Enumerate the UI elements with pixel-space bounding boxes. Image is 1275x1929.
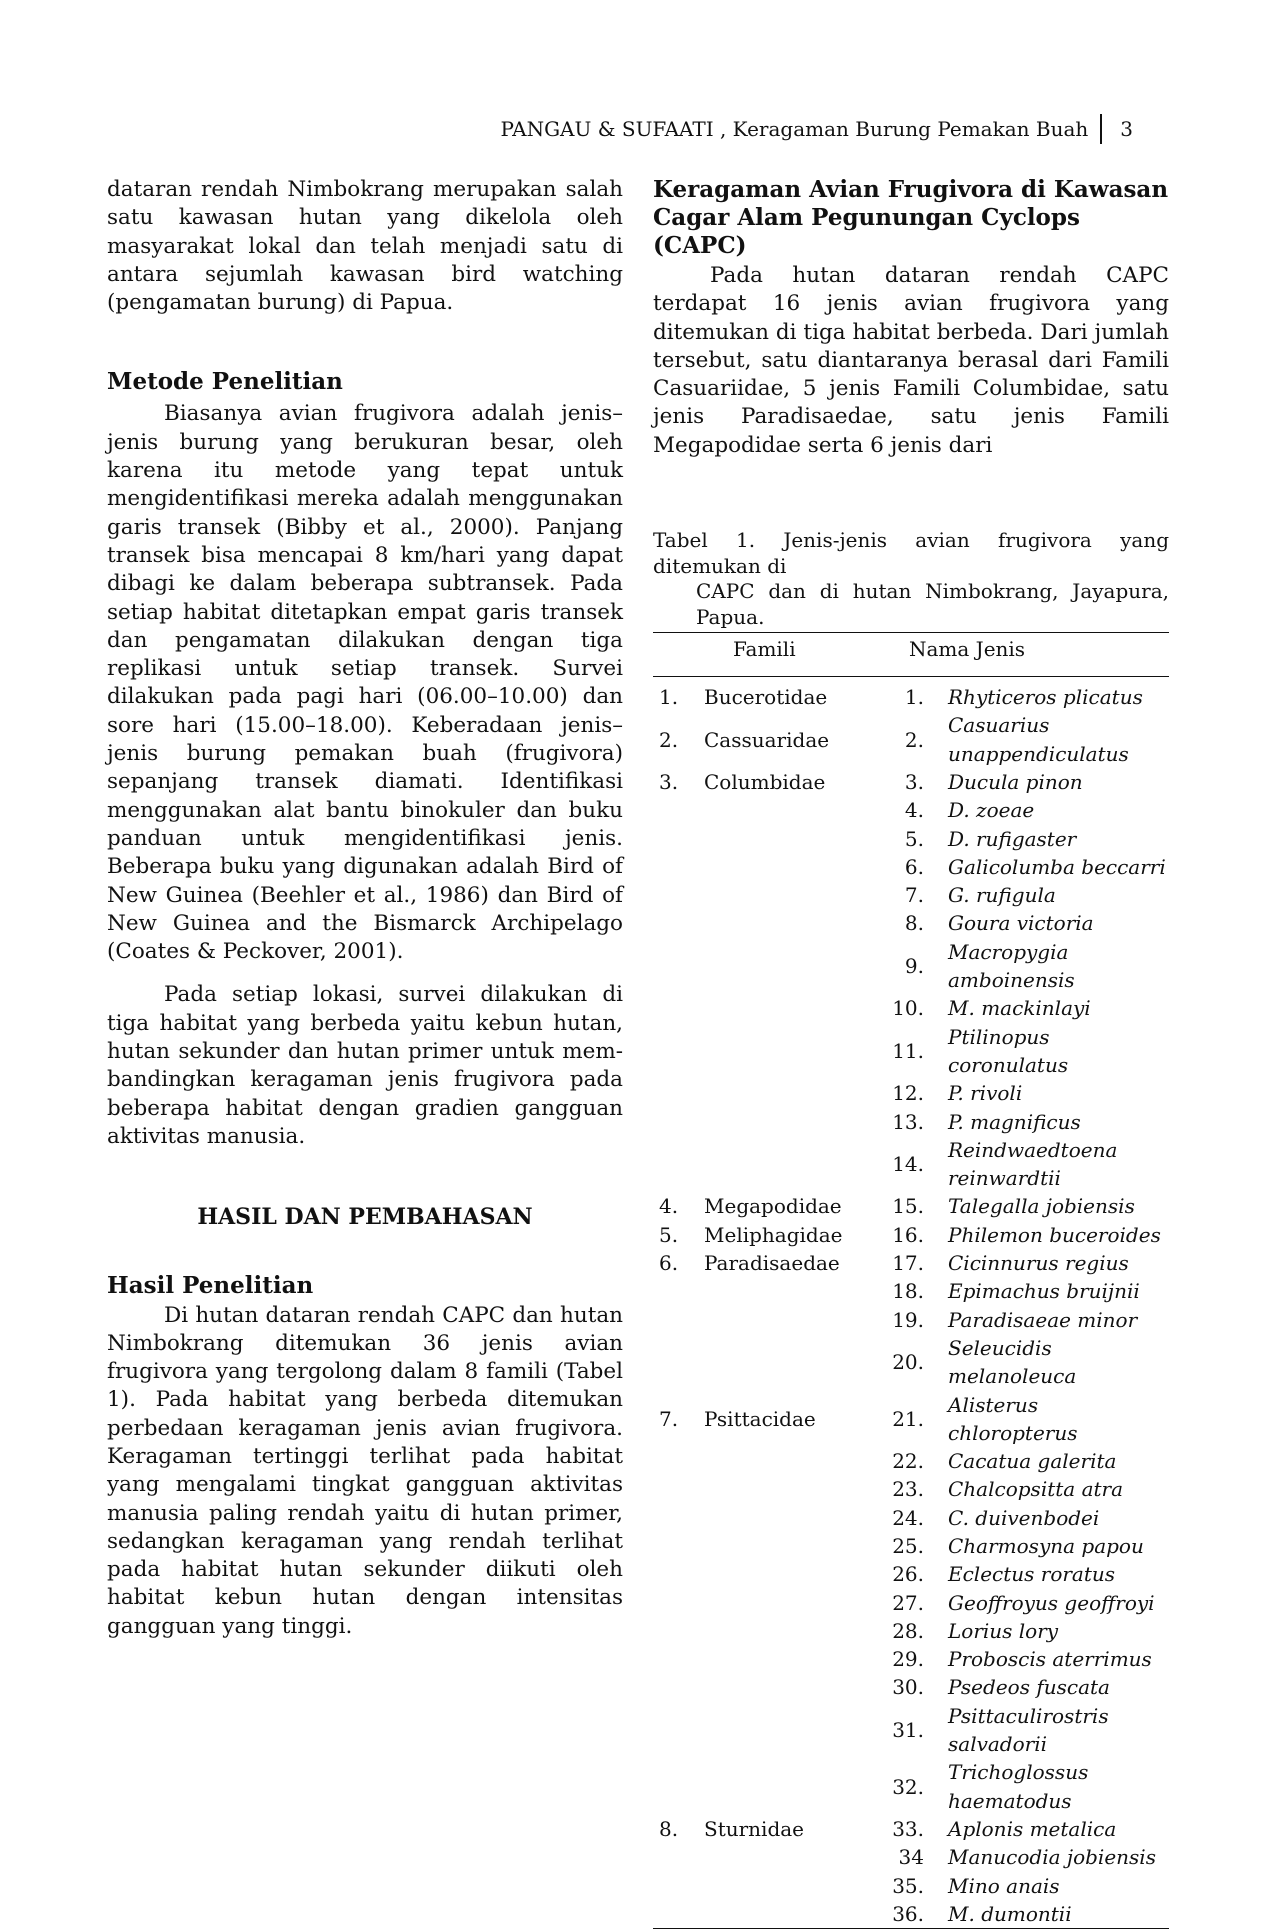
species-table-body	[653, 677, 1169, 1929]
table-row	[653, 1589, 1169, 1617]
family-name: Meliphagidae	[704, 1222, 843, 1247]
table-row	[653, 1249, 1169, 1277]
family-name	[704, 1504, 869, 1532]
species-number: 25.	[892, 1533, 924, 1558]
species-name: Reindwaedtoena reinwardtii	[948, 1137, 1118, 1191]
table-row	[653, 1391, 1169, 1448]
species-number: 4.	[904, 798, 924, 823]
header-divider	[1100, 114, 1102, 144]
family-number: 7.	[659, 1406, 679, 1431]
species-name: Cicinnurus regius	[948, 1251, 1129, 1276]
species-number: 19.	[892, 1307, 924, 1332]
family-name	[704, 1136, 869, 1193]
species-number: 28.	[892, 1618, 924, 1643]
species-number: 32.	[892, 1774, 924, 1799]
family-number	[653, 1136, 704, 1193]
species-name: P. magnificus	[948, 1109, 1081, 1134]
family-name: Psittacidae	[704, 1406, 816, 1431]
family-name	[704, 1306, 869, 1334]
family-name	[704, 1334, 869, 1391]
species-number: 3.	[904, 769, 924, 794]
family-number	[653, 1617, 704, 1645]
family-name	[704, 909, 869, 937]
species-name: Proboscis aterrimus	[948, 1647, 1152, 1672]
family-number	[653, 909, 704, 937]
table-row	[653, 796, 1169, 824]
family-number: 8.	[659, 1816, 679, 1841]
family-name	[704, 1079, 869, 1107]
table-row	[653, 1645, 1169, 1673]
family-number	[653, 1334, 704, 1391]
family-name	[704, 1758, 869, 1815]
table-row	[653, 1079, 1169, 1107]
table-row	[653, 1843, 1169, 1871]
table-row	[653, 881, 1169, 909]
species-name: Psedeos fuscata	[948, 1675, 1110, 1700]
table-row	[653, 1560, 1169, 1588]
family-name	[704, 796, 869, 824]
table-row	[653, 1447, 1169, 1475]
species-number: 14.	[892, 1151, 924, 1176]
page-number: 3	[1120, 117, 1133, 141]
table-row	[653, 677, 1169, 712]
table-row	[653, 1758, 1169, 1815]
species-number: 29.	[892, 1647, 924, 1672]
family-name	[704, 1589, 869, 1617]
species-name: Paradisaeae minor	[948, 1307, 1138, 1332]
species-name: Lorius lory	[948, 1618, 1059, 1643]
family-number	[653, 825, 704, 853]
family-name: Paradisaedae	[704, 1251, 840, 1276]
table-row	[653, 1108, 1169, 1136]
family-number: 2.	[659, 727, 679, 752]
table-row	[653, 1673, 1169, 1701]
species-name: Manucodia jobiensis	[948, 1845, 1156, 1870]
table-row	[653, 1702, 1169, 1759]
species-table	[653, 632, 1169, 1929]
family-number	[653, 796, 704, 824]
family-number	[653, 1504, 704, 1532]
family-number	[653, 1702, 704, 1759]
left-column	[107, 176, 623, 1641]
species-name: Philemon buceroides	[948, 1222, 1161, 1247]
species-number: 27.	[892, 1590, 924, 1615]
family-name: Megapodidae	[704, 1194, 842, 1219]
hasil-paragraph: Di hutan dataran rendah CAPC dan hutan Nimbokrang ditemukan 36 jenis avian frugivora yang tergolong dalam 8 famili (Tabel 1). Pada habitat yang berbeda ditemukan perbedaan keragaman jenis avian frugivora. Keragaman tertinggi terlihat pada habitat yang mengalami tingkat gangguan aktivitas manusia paling rendah yaitu di hutan primer, sedangkan keragaman yang rendah terlihat pada habitat hutan sekunder diikuti oleh habitat kebun hutan dengan intensitas gangguan yang tinggi.	[107, 1302, 623, 1639]
family-number: 5.	[659, 1222, 679, 1247]
species-name: Cacatua galerita	[948, 1449, 1117, 1474]
family-name	[704, 1023, 869, 1080]
species-name: D. rufigaster	[948, 826, 1077, 851]
species-number: 20.	[892, 1350, 924, 1375]
family-name	[704, 853, 869, 881]
heading-hasil-pembahasan: HASIL DAN PEMBAHASAN	[197, 1204, 533, 1231]
species-name: Aplonis metalica	[948, 1816, 1117, 1841]
family-name: Sturnidae	[704, 1816, 805, 1841]
table-row	[653, 1334, 1169, 1391]
table-caption-continuation: CAPC dan di hutan Nimbokrang, Jayapura, Papua.	[696, 579, 1169, 629]
family-name	[704, 994, 869, 1022]
species-number: 33.	[892, 1816, 924, 1841]
species-number: 23.	[892, 1477, 924, 1502]
species-name: Alisterus chloropterus	[948, 1392, 1078, 1445]
family-number	[653, 1900, 704, 1929]
species-name: C. duivenbodei	[948, 1505, 1100, 1530]
family-name	[704, 1277, 869, 1305]
table-row	[653, 1023, 1169, 1080]
species-name: Psittaculirostris salvadorii	[948, 1703, 1109, 1757]
table-row	[653, 1900, 1169, 1929]
species-number: 10.	[892, 996, 924, 1021]
family-number	[653, 1645, 704, 1673]
family-name: Columbidae	[704, 769, 826, 794]
family-name	[704, 1447, 869, 1475]
family-number	[653, 881, 704, 909]
species-number: 17.	[892, 1251, 924, 1276]
family-name	[704, 1108, 869, 1136]
species-number: 16.	[892, 1222, 924, 1247]
species-number: 31.	[892, 1717, 924, 1742]
species-number: 26.	[892, 1562, 924, 1587]
table-row	[653, 1815, 1169, 1843]
species-name: M. mackinlayi	[948, 996, 1091, 1021]
family-name	[704, 1617, 869, 1645]
family-name	[704, 1532, 869, 1560]
species-name: Casuarius unappendiculatus	[948, 713, 1129, 766]
table-row	[653, 1277, 1169, 1305]
family-number	[653, 1532, 704, 1560]
metode-paragraph-2: Pada setiap lokasi, survei dilakukan di tiga habitat yang berbeda yaitu kebun hutan, hutan sekunder dan hutan primer untuk mem-bandingkan keragaman jenis frugivora pada beberapa habitat dengan gradien gangguan aktivitas manusia.	[107, 982, 623, 1149]
species-name: Seleucidis melanoleuca	[948, 1335, 1077, 1389]
species-name: Epimachus bruijnii	[948, 1279, 1140, 1304]
species-name: Ptilinopus coronulatus	[948, 1024, 1069, 1077]
species-name: Charmosyna papou	[948, 1533, 1144, 1558]
family-name	[704, 1900, 869, 1929]
family-name	[704, 881, 869, 909]
species-name: Rhyticeros plicatus	[948, 685, 1143, 710]
family-number	[653, 1447, 704, 1475]
species-name: M. dumontii	[934, 1900, 1169, 1929]
family-number	[653, 1306, 704, 1334]
species-number: 12.	[892, 1081, 924, 1106]
family-number: 6.	[659, 1251, 679, 1276]
family-number	[653, 853, 704, 881]
running-header	[501, 114, 1133, 144]
table-row	[653, 938, 1169, 995]
table-row	[653, 1306, 1169, 1334]
species-number: 1.	[904, 685, 924, 710]
family-number: 3.	[659, 769, 679, 794]
family-number	[653, 1475, 704, 1503]
species-name: Mino anais	[948, 1873, 1060, 1898]
species-name: D. zoeae	[948, 798, 1035, 823]
species-number: 21.	[892, 1406, 924, 1431]
family-name	[704, 1560, 869, 1588]
family-number: 4.	[659, 1194, 679, 1219]
family-name	[704, 1843, 869, 1871]
species-name: Talegalla jobiensis	[948, 1194, 1135, 1219]
table-header-famili: Famili	[653, 633, 869, 677]
species-number: 7.	[904, 883, 924, 908]
family-number	[653, 1589, 704, 1617]
species-number: 6.	[904, 854, 924, 879]
species-name: Eclectus roratus	[948, 1562, 1116, 1587]
family-name	[704, 1673, 869, 1701]
family-name	[704, 938, 869, 995]
table-header-nama-jenis: Nama Jenis	[869, 633, 1169, 677]
species-number: 13.	[892, 1109, 924, 1134]
species-name: Macropygia amboinensis	[948, 939, 1075, 993]
family-number	[653, 1079, 704, 1107]
intro-paragraph: dataran rendah Nimbokrang merupakan salah satu kawasan hutan yang dikelola oleh masyarakat lokal dan telah menjadi satu di antara sejumlah kawasan bird watching (pengamatan burung) di Papua.	[107, 177, 623, 316]
species-number: 22.	[892, 1449, 924, 1474]
family-number: 1.	[659, 685, 679, 710]
table-row	[653, 1136, 1169, 1193]
heading-metode: Metode Penelitian	[107, 368, 343, 396]
family-number	[653, 1560, 704, 1588]
species-number: 2.	[904, 727, 924, 752]
table-caption	[653, 528, 1169, 630]
family-number	[653, 1843, 704, 1871]
running-title: PANGAU & SUFAATI , Keragaman Burung Pemakan Buah	[500, 117, 1089, 141]
species-name: Ducula pinon	[948, 769, 1083, 794]
species-number: 30.	[892, 1675, 924, 1700]
species-number: 34	[898, 1845, 924, 1870]
table-header-row	[653, 633, 1169, 677]
table-row	[653, 825, 1169, 853]
heading-hasil: Hasil Penelitian	[107, 1271, 314, 1299]
table-row	[653, 768, 1169, 796]
species-name: Geoffroyus geoffroyi	[948, 1590, 1155, 1615]
family-number	[653, 1023, 704, 1080]
species-number: 11.	[892, 1038, 924, 1063]
family-number	[653, 1277, 704, 1305]
family-name	[704, 1475, 869, 1503]
family-number	[653, 1758, 704, 1815]
table-row	[653, 1192, 1169, 1220]
species-number: 5.	[904, 826, 924, 851]
table-row	[653, 853, 1169, 881]
species-name: P. rivoli	[948, 1081, 1023, 1106]
table-row	[653, 909, 1169, 937]
family-name	[704, 1872, 869, 1900]
species-name: Galicolumba beccarri	[948, 854, 1166, 879]
family-name: Cassuaridae	[704, 727, 830, 752]
family-number	[653, 994, 704, 1022]
table-row	[653, 1617, 1169, 1645]
species-number: 35.	[892, 1873, 924, 1898]
metode-paragraph-1: Biasanya avian frugivora adalah jenis–jenis burung yang berukuran besar, oleh karena itu metode yang tepat untuk mengidentifikasi mereka adalah menggunakan garis transek (Bibby et al., 2000). Panjang transek bisa mencapai 8 km/hari yang dapat dibagi ke dalam beberapa subtransek. Pada setiap habitat ditetapkan empat garis transek dan pengamatan dilakukan dengan tiga replikasi untuk setiap transek. Survei dilakukan pada pagi hari (06.00–10.00) dan sore hari (15.00–18.00). Keberadaan jenis–jenis burung pemakan buah (frugivora) sepanjang transek diamati. Identifikasi menggunakan alat bantu binokuler dan buku panduan untuk mengidentifikasi jenis. Beberapa buku yang digunakan adalah Bird of New Guinea (Beehler et al., 1986) dan Bird of New Guinea and the Bismarck Archipelago (Coates & Peckover, 2001).	[107, 401, 623, 965]
right-column	[653, 176, 1169, 1929]
species-name: Trichoglossus haematodus	[948, 1760, 1089, 1813]
species-name: Goura victoria	[948, 911, 1094, 936]
family-number	[653, 1872, 704, 1900]
table-row	[653, 994, 1169, 1022]
table-row	[653, 1475, 1169, 1503]
table-row	[653, 1504, 1169, 1532]
species-number: 9.	[904, 953, 924, 978]
family-name	[704, 1702, 869, 1759]
species-name: Chalcopsitta atra	[948, 1477, 1124, 1502]
family-number	[653, 938, 704, 995]
species-number: 18.	[892, 1279, 924, 1304]
table-row	[653, 1872, 1169, 1900]
table-row	[653, 1532, 1169, 1560]
heading-keragaman: Keragaman Avian Frugivora di Kawasan Cagar Alam Pegunungan Cyclops (CAPC)	[653, 176, 1169, 259]
species-name: G. rufigula	[948, 883, 1056, 908]
species-number: 15.	[892, 1194, 924, 1219]
table-row	[653, 1221, 1169, 1249]
species-number: 8.	[904, 911, 924, 936]
keragaman-paragraph: Pada hutan dataran rendah CAPC terdapat 16 jenis avian frugivora yang ditemukan di tiga habitat berbeda. Dari jumlah tersebut, satu diantaranya berasal dari Famili Casuariidae, 5 jenis Famili Columbidae, satu jenis Paradisaedae, satu jenis Famili Megapodidae serta 6 jenis dari	[653, 263, 1169, 458]
family-name	[704, 825, 869, 853]
family-number	[653, 1673, 704, 1701]
table-row	[653, 711, 1169, 768]
family-name	[704, 1645, 869, 1673]
species-number: 24.	[892, 1505, 924, 1530]
family-name: Bucerotidae	[704, 685, 828, 710]
table-caption-first-line: Tabel 1. Jenis-jenis avian frugivora yang ditemukan di	[653, 528, 1169, 578]
species-number: 36.	[869, 1900, 934, 1929]
family-number	[653, 1108, 704, 1136]
